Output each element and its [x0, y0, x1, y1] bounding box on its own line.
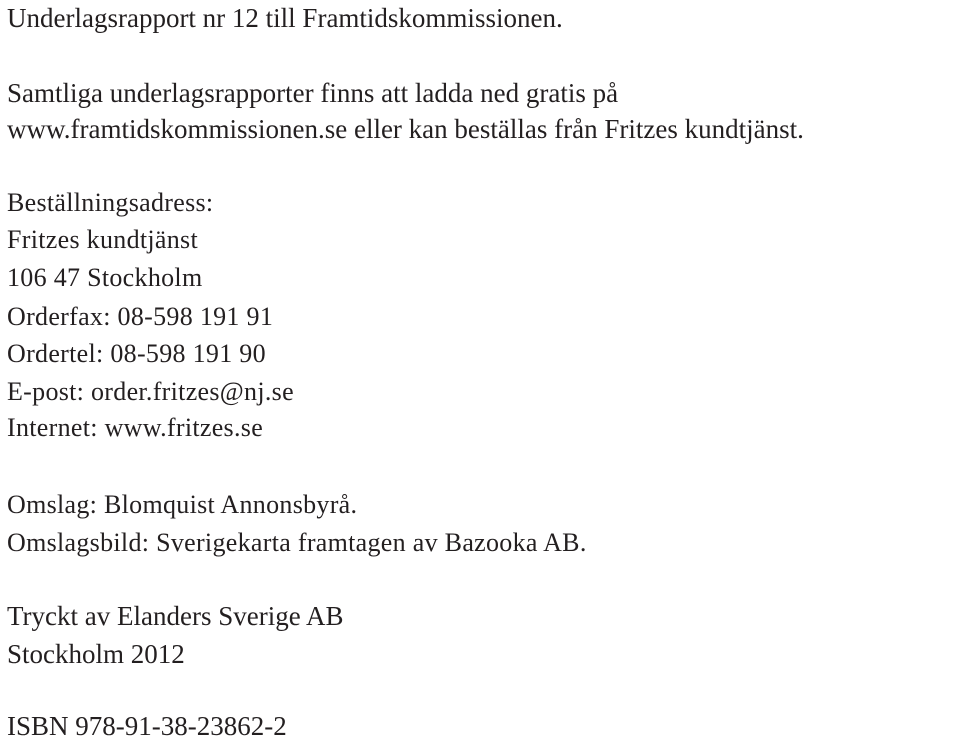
order-fax: Orderfax: 08-598 191 91	[7, 302, 274, 331]
order-address-postal: 106 47 Stockholm	[7, 263, 203, 292]
order-address-heading: Beställningsadress:	[7, 188, 214, 217]
download-info-line-2: www.framtidskommissionen.se eller kan beställas från Fritzes kundtjänst.	[7, 114, 804, 144]
isbn: ISBN 978-91-38-23862-2	[7, 711, 287, 741]
order-phone: Ordertel: 08-598 191 90	[7, 339, 266, 368]
print-place-year: Stockholm 2012	[7, 639, 185, 669]
order-email: E-post: order.fritzes@nj.se	[7, 377, 294, 406]
printer-line: Tryckt av Elanders Sverige AB	[7, 601, 344, 631]
report-title: Underlagsrapport nr 12 till Framtidskommissionen.	[7, 3, 563, 33]
cover-image-credit: Omslagsbild: Sverigekarta framtagen av Bazooka AB.	[7, 528, 587, 557]
order-address-name: Fritzes kundtjänst	[7, 225, 198, 254]
cover-credit: Omslag: Blomquist Annonsbyrå.	[7, 490, 358, 519]
colophon-page	[7, 0, 952, 745]
order-internet: Internet: www.fritzes.se	[7, 413, 264, 442]
download-info-line-1: Samtliga underlagsrapporter finns att ladda ned gratis på	[7, 78, 619, 108]
